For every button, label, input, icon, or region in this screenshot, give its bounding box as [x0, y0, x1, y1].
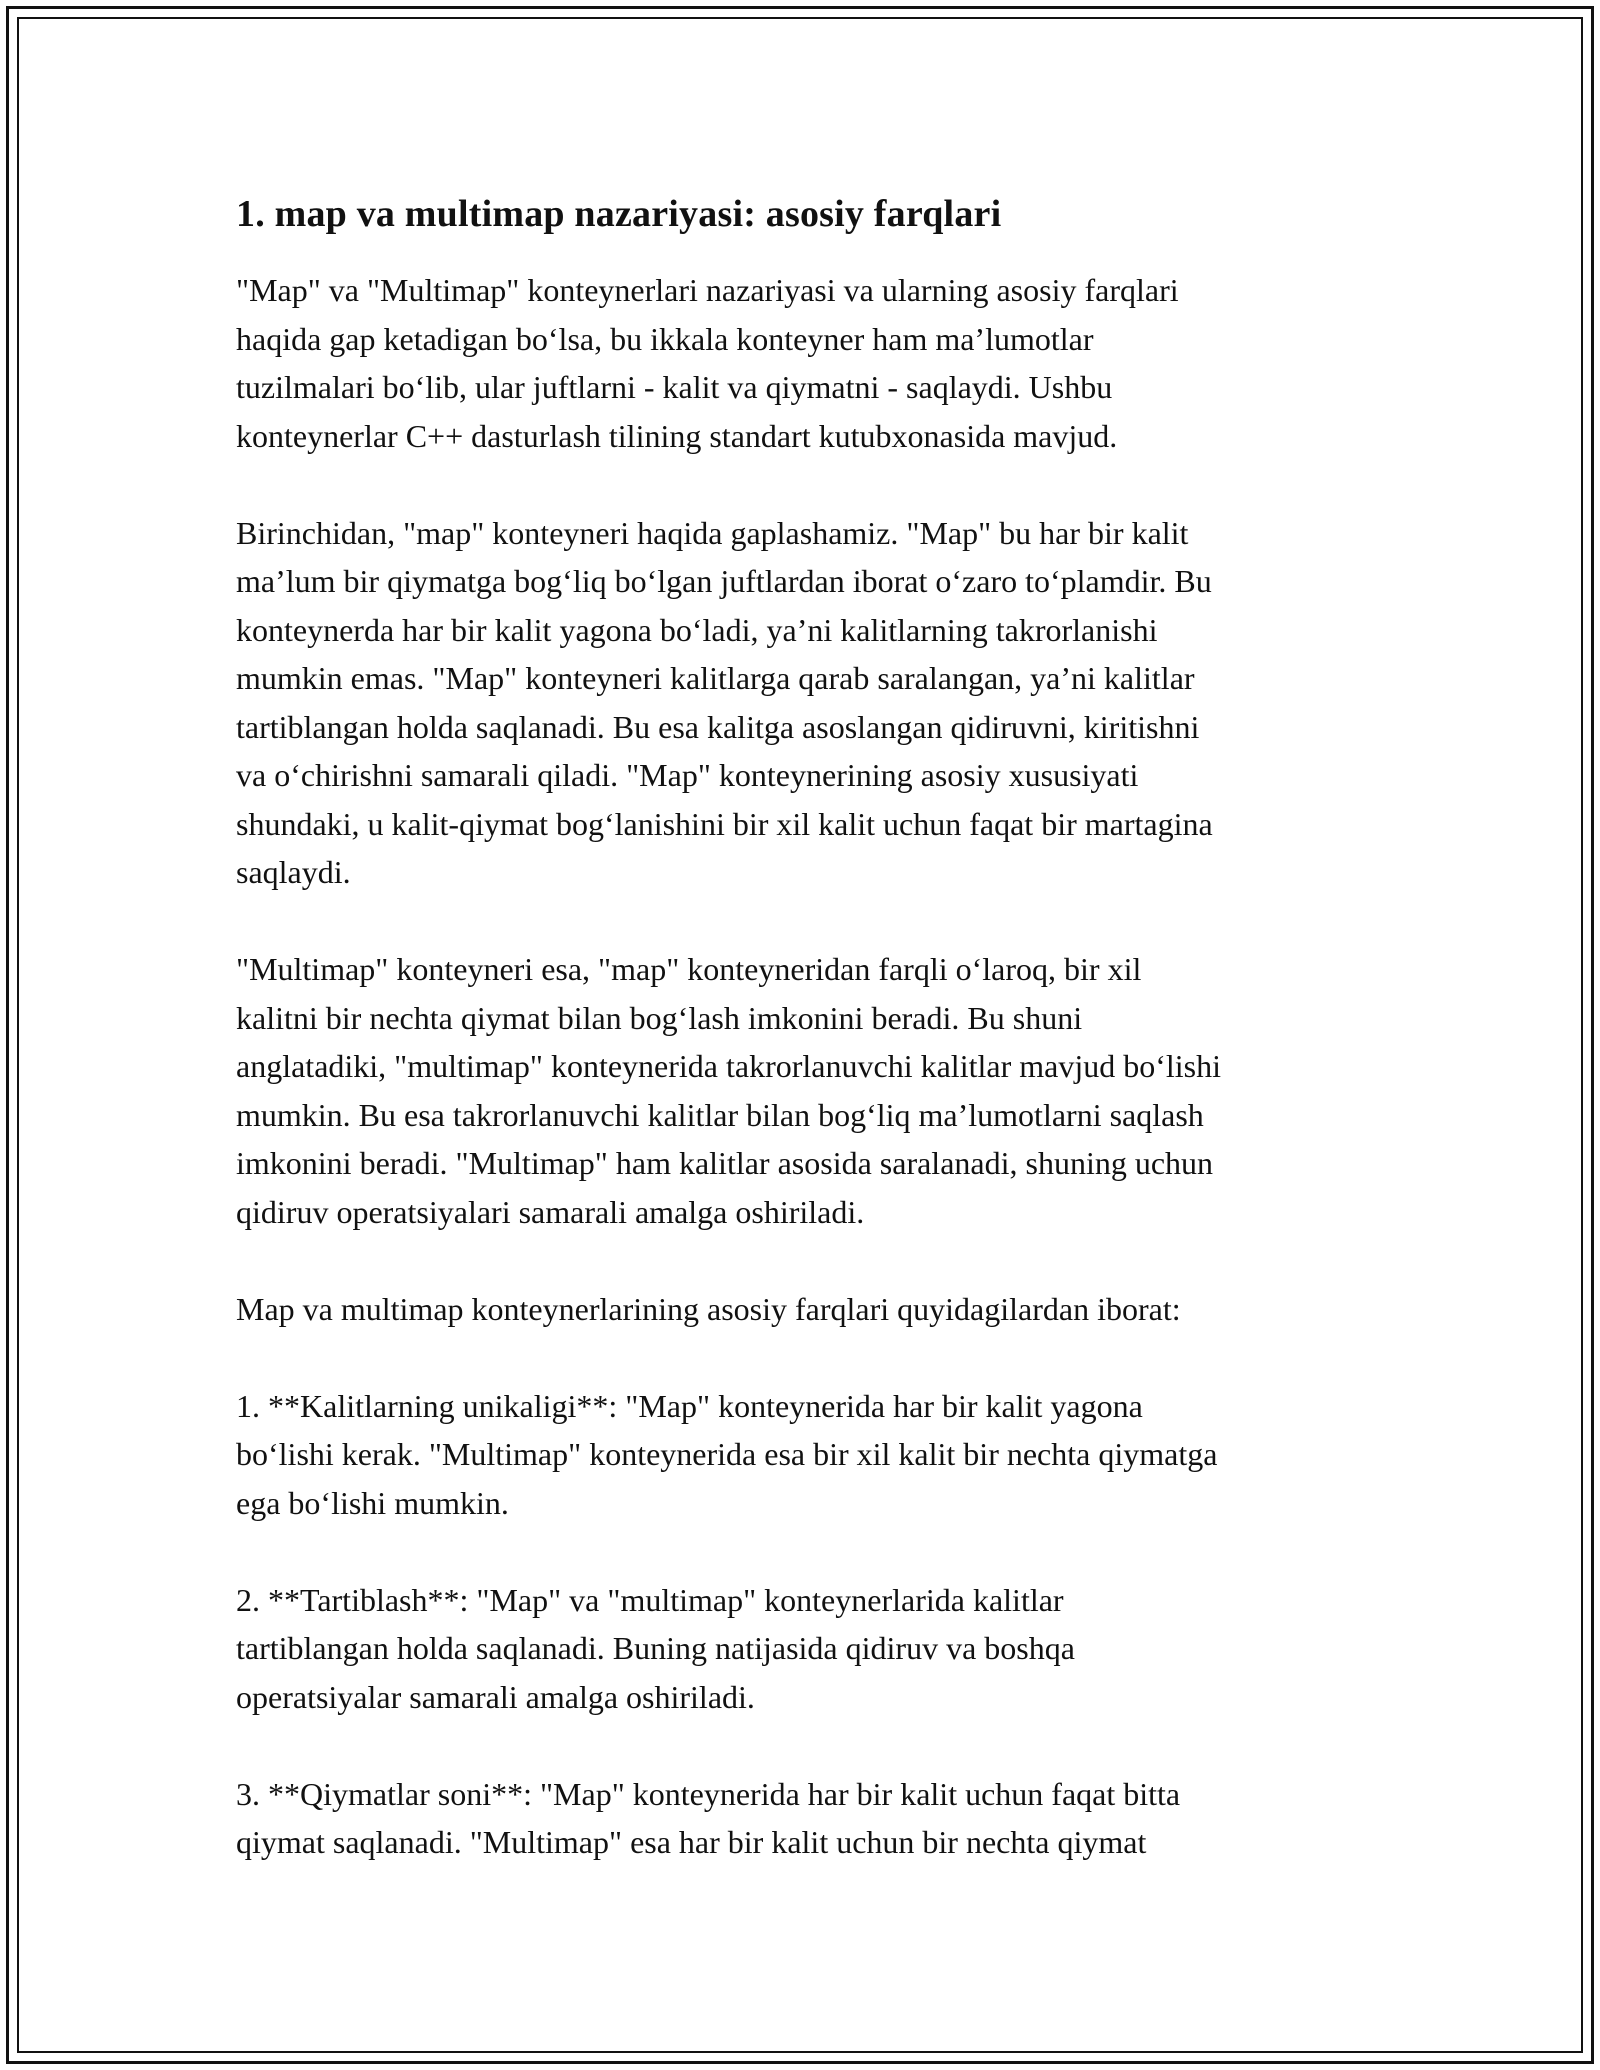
paragraph-intro: "Map" va "Multimap" konteynerlari nazariyasi va ularning asosiy farqlari haqida gap ketadigan bo‘lsa, bu ikkala konteyner ham ma’lumotlar tuzilmalari bo‘lib, ular juftlarni - kalit va qiymatni - saqlaydi. Ushbu konteynerlar C++ dasturlash tilining standart kutubxonasida mavjud.: [236, 272, 1179, 454]
list-item-value-count: 3. **Qiymatlar soni**: "Map" konteynerida har bir kalit uchun faqat bitta qiymat saqlanadi. "Multimap" esa har bir kalit uchun bir nechta qiymat: [236, 1775, 1181, 1860]
list-item-ordering: 2. **Tartiblash**: "Map" va "multimap" konteynerlarida kalitlar tartiblangan holda saqlanadi. Buning natijasida qidiruv va boshqa operatsiyalar samarali amalga oshiriladi.: [236, 1581, 1075, 1715]
document-body: [236, 186, 1396, 1867]
paragraph-differences-intro: Map va multimap konteynerlarining asosiy farqlari quyidagilardan iborat:: [236, 1290, 1181, 1327]
paragraph-multimap: "Multimap" konteyneri esa, "map" konteyneridan farqli o‘laroq, bir xil kalitni bir nechta qiymat bilan bog‘lash imkonini beradi. Bu shuni anglatadiki, "multimap" konteynerida takrorlanuvchi kalitlar mavjud bo‘lishi mumkin. Bu esa takrorlanuvchi kalitlar bilan bog‘liq ma’lumotlarni saqlash imkonini beradi. "Multimap" ham kalitlar asosida saralanadi, shuning uchun qidiruv operatsiyalari samarali amalga oshiriladi.: [236, 951, 1221, 1230]
page-title: 1. map va multimap nazariyasi: asosiy farqlari: [236, 193, 1002, 235]
paragraph-map: Birinchidan, "map" konteyneri haqida gaplashamiz. "Map" bu har bir kalit ma’lum bir qiymatga bog‘liq bo‘lgan juftlardan iborat o‘zaro to‘plamdir. Bu konteynerda har bir kalit yagona bo‘ladi, ya’ni kalitlarning takrorlanishi mumkin emas. "Map" konteyneri kalitlarga qarab saralangan, ya’ni kalitlar tartiblangan holda saqlanadi. Bu esa kalitga asoslangan qidiruvni, kiritishni va o‘chirishni samarali qiladi. "Map" konteynerining asosiy xususiyati shundaki, u kalit-qiymat bog‘lanishini bir xil kalit uchun faqat bir martagina saqlaydi.: [236, 514, 1213, 890]
list-item-key-uniqueness: 1. **Kalitlarning unikaligi**: "Map" konteynerida har bir kalit yagona bo‘lishi kerak. "Multimap" konteynerida esa bir xil kalit bir nechta qiymatga ega bo‘lishi mumkin.: [236, 1387, 1218, 1521]
